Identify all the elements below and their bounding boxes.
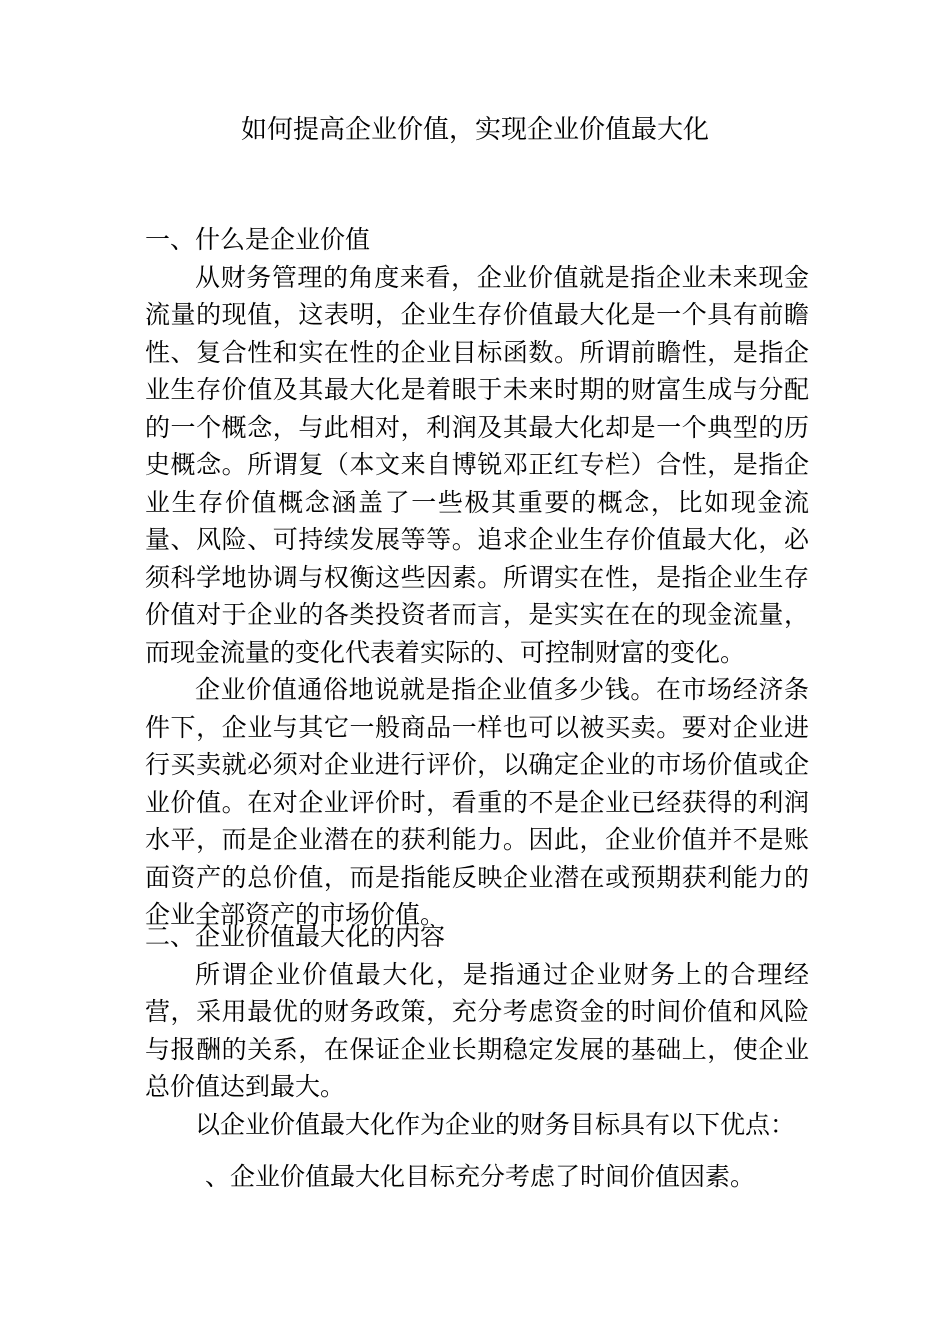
document-title: 如何提高企业价值，实现企业价值最大化 [240, 115, 709, 145]
section-1 [145, 221, 809, 934]
section-2-paragraph-1: 所谓企业价值最大化，是指通过企业财务上的合理经营，采用最优的财务政策，充分考虑资金的时间价值和风险与报酬的关系，在保证企业长期稳定发展的基础上，使企业总价值达到最大。 [145, 959, 809, 1101]
section-2 [145, 918, 809, 1143]
list-item-1: 、企业价值最大化目标充分考虑了时间价值因素。 [205, 1162, 756, 1191]
section-2-paragraph-2: 以企业价值最大化作为企业的财务目标具有以下优点： [195, 1109, 796, 1139]
section-1-paragraph-1: 从财务管理的角度来看，企业价值就是指企业未来现金流量的现值，这表明，企业生存价值最大化是一个具有前瞻性、复合性和实在性的企业目标函数。所谓前瞻性，是指企业生存价值及其最大化是着眼于未来时期的财富生成与分配的一个概念，与此相对，利润及其最大化却是一个典型的历史概念。所谓复（本文来自博锐邓正红专栏）合性，是指企业生存价值概念涵盖了一些极其重要的概念，比如现金流量、风险、可持续发展等等。追求企业生存价值最大化，必须科学地协调与权衡这些因素。所谓实在性，是指企业生存价值对于企业的各类投资者而言，是实实在在的现金流量，而现金流量的变化代表着实际的、可控制财富的变化。 [145, 262, 809, 667]
section-1-paragraph-2: 企业价值通俗地说就是指企业值多少钱。在市场经济条件下，企业与其它一般商品一样也可以被买卖。要对企业进行买卖就必须对企业进行评价，以确定企业的市场价值或企业价值。在对企业评价时，看重的不是企业已经获得的利润水平，而是企业潜在的获利能力。因此，企业价值并不是账面资产的总价值，而是指能反映企业潜在或预期获利能力的企业全部资产的市场价值。 [145, 675, 809, 929]
section-2-heading: 二、企业价值最大化的内容 [145, 922, 446, 951]
section-1-heading: 一、什么是企业价值 [145, 225, 371, 254]
